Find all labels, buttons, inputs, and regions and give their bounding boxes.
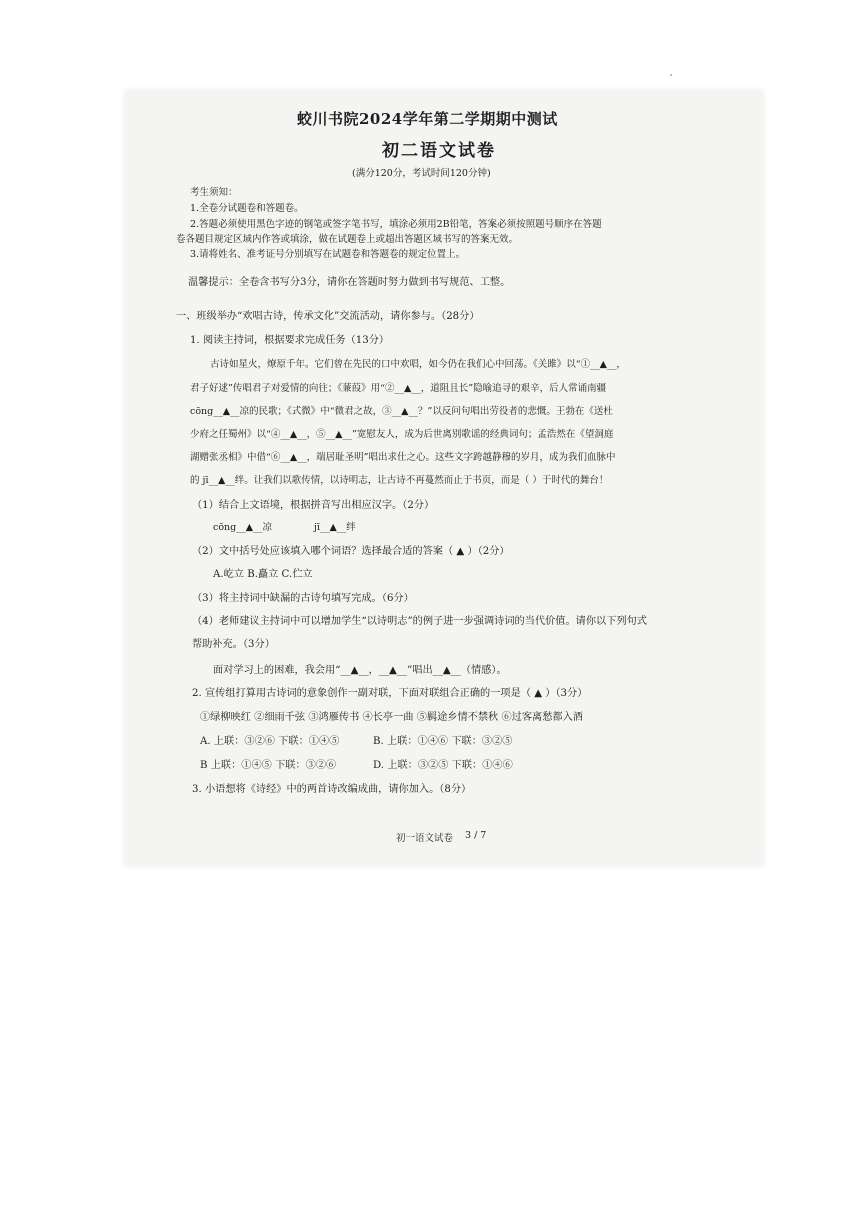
- question-2-option-b: B. 上联：①④⑥ 下联：③②⑤: [373, 736, 513, 747]
- question-2-option-c: B 上联：①④⑤ 下联：③②⑥: [200, 760, 337, 771]
- sub-question-3: （3）将主持词中缺漏的古诗句填写完成。（6分）: [192, 593, 414, 604]
- pinyin-blank-ji: jī__▲__绊: [314, 522, 356, 533]
- notice-item: 卷各题目规定区域内作答或填涂，做在试题卷上或超出答题区域书写的答案无效。: [176, 234, 519, 245]
- exam-title: 蛟川书院2024学年第二学期期中测试: [297, 110, 558, 128]
- sub-question-2-options: A.屹立 B.矗立 C.伫立: [213, 569, 313, 580]
- passage-line: 的 jī__▲__绊。让我们以歌传情，以诗明志，让古诗不再蔓然而止于书页，而是（ ）于时代的舞台！: [190, 475, 609, 486]
- notice-heading: 考生须知：: [190, 187, 238, 198]
- question-2-option-a: A. 上联：③②⑥ 下联：①④⑤: [200, 736, 340, 747]
- footer-label: 初一语文试卷: [396, 833, 454, 844]
- page-number: 3 / 7: [465, 830, 487, 841]
- question-2-option-d: D. 上联：③②⑤ 下联：①④⑥: [373, 760, 513, 771]
- passage-line: 湖赠张丞相》中借“⑥__▲__，端居耻圣明”唱出求仕之心。这些文字跨越静穆的岁月，成为我们血脉中: [190, 452, 616, 463]
- sub-question-4-cont: 帮助补充。（3分）: [192, 639, 275, 650]
- score-info: (满分120分，考试时间120分钟): [352, 168, 491, 179]
- passage-line: 君子好逑”传唱君子对爱情的向往；《蒹葭》用“②__▲__，道阻且长”隐喻追寻的艰辛，后人常诵南疆: [190, 383, 607, 394]
- question-2-items: ①绿柳映红 ②细雨千弦 ③鸿雁传书 ④长亭一曲 ⑤羁途乡情不禁秋 ⑥过客离愁都入酒: [200, 712, 583, 723]
- tip-text: 温馨提示：全卷含书写分3分，请你在答题时努力做到书写规范、工整。: [188, 277, 511, 288]
- sub-question-1: （1）结合上文语境，根据拼音写出相应汉字。（2分）: [192, 500, 435, 511]
- exam-subtitle: 初二语文试卷: [382, 141, 496, 161]
- passage-line: cōng__▲__凉的民歌；《式微》中“微君之故，③__▲__？”以反问句唱出劳役者的悲慨。王勃在《送杜: [190, 406, 613, 417]
- pinyin-blank-cong: cōng__▲__凉: [213, 522, 273, 533]
- sub-question-4: （4）老师建议主持词中可以增加学生“以诗明志”的例子进一步强调诗词的当代价值。请你以下列句式: [192, 616, 647, 627]
- sub-question-2: （2）文中括号处应该填入哪个词语？选择最合适的答案（ ▲ ）（2分）: [192, 546, 510, 557]
- question-2-title: 2. 宣传组打算用古诗词的意象创作一副对联，下面对联组合正确的一项是（ ▲ ）（3分）: [192, 688, 588, 699]
- section-heading: 一、班级举办“欢唱古诗，传承文化”交流活动，请你参与。（28分）: [176, 311, 480, 322]
- notice-item: 2.答题必须使用黑色字迹的钢笔或签字笔书写，填涂必须用2B铅笔，答案必须按照题号顺序在答题: [190, 219, 602, 230]
- notice-item: 3.请将姓名、准考证号分别填写在试题卷和答题卷的规定位置上。: [190, 249, 466, 260]
- passage-line: 少府之任蜀州》以“④__▲__，⑤__▲__”宽慰友人，成为后世离别歌谣的经典词句；孟浩然在《望洞庭: [190, 429, 614, 440]
- scan-speck: [670, 74, 672, 76]
- question-1-title: 1. 阅读主持词，根据要求完成任务（13分）: [190, 335, 390, 346]
- notice-item: 1.全卷分试题卷和答题卷。: [190, 203, 304, 214]
- sub-question-4-fill: 面对学习上的困难，我会用“__▲__，__▲__”唱出__▲__（情感）。: [213, 665, 507, 676]
- question-3-title: 3. 小语想将《诗经》中的两首诗改编成曲，请你加入。（8分）: [192, 784, 472, 795]
- passage-line: 古诗如星火，燎原千年。它们曾在先民的口中欢唱，如今仍在我们心中回荡。《关雎》以“①__▲__，: [210, 359, 626, 370]
